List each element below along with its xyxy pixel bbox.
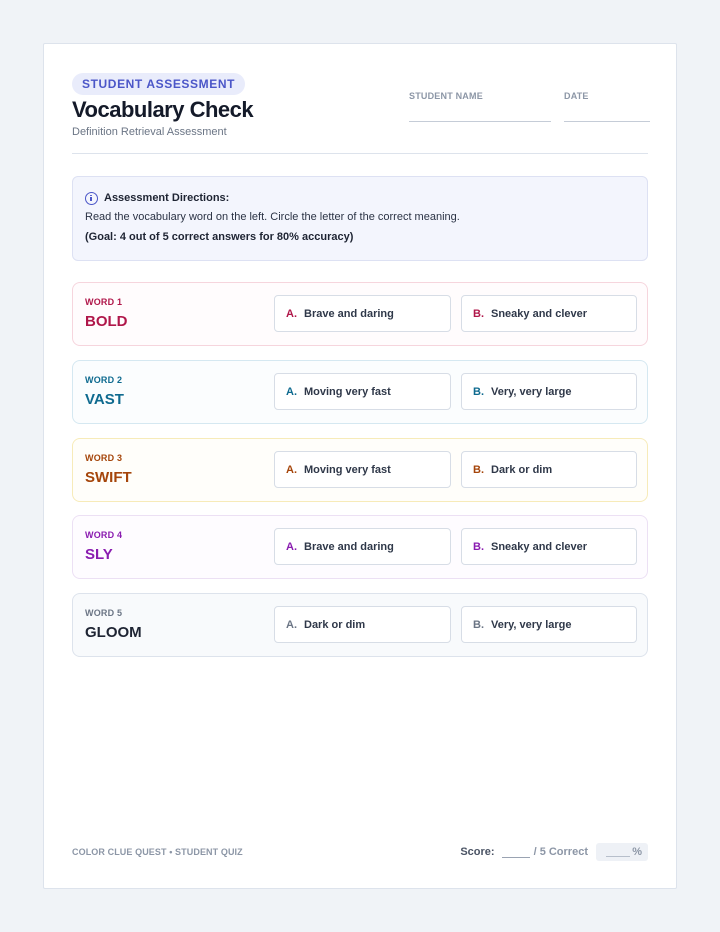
- vocab-item: [72, 515, 648, 579]
- vocab-item: [72, 593, 648, 657]
- word-number: WORD 1: [85, 297, 123, 307]
- vocab-item: [72, 438, 648, 502]
- option-letter: B.: [473, 307, 484, 320]
- directions-title: Assessment Directions:: [104, 192, 230, 204]
- option-text: Moving very fast: [304, 463, 391, 476]
- word-number: WORD 3: [85, 453, 123, 463]
- percent-blank: [606, 847, 630, 857]
- page-title: Vocabulary Check: [72, 97, 254, 122]
- option-text: Dark or dim: [304, 618, 366, 631]
- score-area: [460, 843, 648, 861]
- vocab-item: [72, 360, 648, 424]
- option-b[interactable]: [461, 606, 637, 643]
- option-letter: B.: [473, 385, 484, 398]
- vocab-word: GLOOM: [85, 624, 142, 641]
- option-a[interactable]: [274, 373, 451, 410]
- option-text: Moving very fast: [304, 385, 391, 398]
- student-name-field[interactable]: [409, 121, 551, 122]
- assessment-badge: STUDENT ASSESSMENT: [72, 73, 245, 95]
- vocab-word: BOLD: [85, 313, 128, 330]
- option-a[interactable]: [274, 451, 451, 488]
- option-letter: A.: [286, 385, 297, 398]
- percent-box[interactable]: [596, 843, 648, 861]
- score-blank[interactable]: [502, 846, 530, 858]
- option-text: Sneaky and clever: [491, 540, 588, 553]
- option-letter: A.: [286, 618, 297, 631]
- directions-goal: (Goal: 4 out of 5 correct answers for 80% accuracy): [85, 231, 354, 243]
- option-text: Brave and daring: [304, 307, 394, 320]
- date-label: DATE: [564, 91, 589, 101]
- option-letter: B.: [473, 618, 484, 631]
- header-divider: [72, 153, 648, 154]
- info-icon: [85, 192, 98, 205]
- directions-box: [72, 176, 648, 261]
- correct-label: / 5 Correct: [533, 846, 588, 858]
- word-number: WORD 5: [85, 608, 123, 618]
- vocab-word: SWIFT: [85, 469, 132, 486]
- word-number: WORD 2: [85, 375, 123, 385]
- directions-text: Read the vocabulary word on the left. Circle the letter of the correct meaning.: [85, 211, 460, 223]
- worksheet-page: [43, 43, 677, 889]
- option-b[interactable]: [461, 528, 637, 565]
- word-number: WORD 4: [85, 530, 123, 540]
- option-text: Very, very large: [491, 618, 572, 631]
- option-text: Sneaky and clever: [491, 307, 588, 320]
- option-letter: B.: [473, 540, 484, 553]
- option-letter: B.: [473, 463, 484, 476]
- percent-sign: %: [632, 846, 642, 858]
- option-letter: A.: [286, 463, 297, 476]
- option-a[interactable]: [274, 528, 451, 565]
- footer-title: COLOR CLUE QUEST • STUDENT QUIZ: [72, 847, 243, 857]
- option-text: Brave and daring: [304, 540, 394, 553]
- date-field[interactable]: [564, 121, 650, 122]
- option-b[interactable]: [461, 295, 637, 332]
- page-subtitle: Definition Retrieval Assessment: [72, 126, 227, 138]
- option-letter: A.: [286, 540, 297, 553]
- option-b[interactable]: [461, 373, 637, 410]
- option-text: Dark or dim: [491, 463, 553, 476]
- vocab-word: VAST: [85, 391, 124, 408]
- student-name-label: STUDENT NAME: [409, 91, 483, 101]
- vocab-item: [72, 282, 648, 346]
- option-b[interactable]: [461, 451, 637, 488]
- vocab-word: SLY: [85, 546, 113, 563]
- score-label: Score:: [460, 846, 495, 858]
- option-text: Very, very large: [491, 385, 572, 398]
- option-a[interactable]: [274, 606, 451, 643]
- option-a[interactable]: [274, 295, 451, 332]
- option-letter: A.: [286, 307, 297, 320]
